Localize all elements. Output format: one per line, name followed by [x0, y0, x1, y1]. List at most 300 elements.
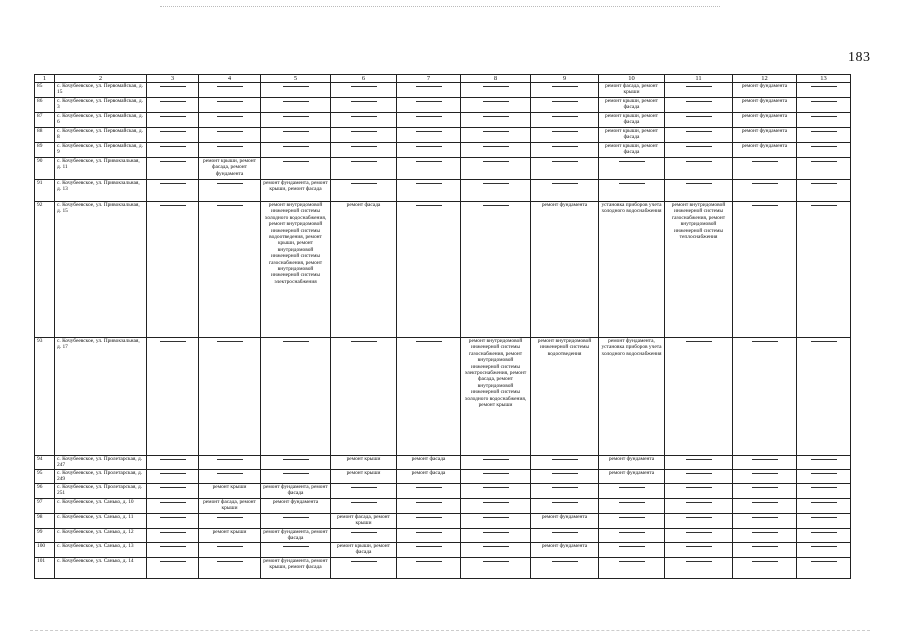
empty-cell	[397, 558, 461, 579]
work-cell: ремонт крыши	[331, 470, 397, 484]
empty-cell	[261, 514, 331, 529]
dash-mark	[351, 341, 377, 342]
row-address: с. Кочубеевское, ул. Первомайская, д. 9	[55, 143, 147, 158]
empty-cell	[147, 98, 199, 113]
empty-cell	[461, 128, 531, 143]
empty-cell	[531, 529, 599, 543]
empty-cell	[397, 113, 461, 128]
empty-cell	[665, 113, 733, 128]
column-header: 8	[461, 75, 531, 83]
dash-mark	[416, 101, 442, 102]
empty-cell	[147, 514, 199, 529]
work-cell: ремонт фундамента	[531, 543, 599, 558]
work-cell: установка приборов учета холодного водоснабжения	[599, 202, 665, 338]
row-address: с. Кочубеевское, ул. Пролетарская, д. 251	[55, 484, 147, 499]
dash-mark	[483, 86, 509, 87]
work-cell: ремонт крыши	[199, 484, 261, 499]
dash-mark	[483, 131, 509, 132]
dash-mark	[416, 146, 442, 147]
empty-cell	[397, 529, 461, 543]
dash-mark	[483, 546, 509, 547]
dash-mark	[483, 146, 509, 147]
dash-mark	[619, 561, 645, 562]
row-address: с. Кочубеевское, ул. Первомайская, д. 6	[55, 113, 147, 128]
work-cell: ремонт фундамента, ремонт крыши, ремонт фасада	[261, 180, 331, 202]
empty-cell	[797, 128, 851, 143]
dash-mark	[160, 183, 186, 184]
empty-cell	[331, 98, 397, 113]
dash-mark	[483, 561, 509, 562]
dash-mark	[811, 161, 837, 162]
empty-cell	[199, 470, 261, 484]
dash-mark	[811, 86, 837, 87]
dash-mark	[686, 341, 712, 342]
empty-cell	[733, 456, 797, 470]
empty-cell	[331, 158, 397, 180]
dash-mark	[483, 473, 509, 474]
empty-cell	[331, 484, 397, 499]
dash-mark	[552, 473, 578, 474]
dash-mark	[752, 183, 778, 184]
dash-mark	[686, 459, 712, 460]
row-number: 94	[35, 456, 55, 470]
empty-cell	[461, 143, 531, 158]
empty-cell	[599, 514, 665, 529]
empty-cell	[199, 558, 261, 579]
row-address: с. Кочубеевское, ул. Санько, д. 10	[55, 499, 147, 514]
dash-mark	[619, 502, 645, 503]
work-cell: ремонт внутридомовой инженерной системы газоснабжения, ремонт внутридомовой инженерной системы теплоснабжения	[665, 202, 733, 338]
empty-cell	[147, 83, 199, 98]
empty-cell	[199, 113, 261, 128]
dash-mark	[619, 546, 645, 547]
empty-cell	[797, 499, 851, 514]
dash-mark	[160, 341, 186, 342]
dash-mark	[416, 517, 442, 518]
empty-cell	[199, 83, 261, 98]
page-number: 183	[848, 50, 871, 65]
dash-mark	[351, 532, 377, 533]
dash-mark	[416, 116, 442, 117]
column-header: 2	[55, 75, 147, 83]
work-cell: ремонт фасада, ремонт крыши	[599, 83, 665, 98]
empty-cell	[599, 499, 665, 514]
empty-cell	[199, 98, 261, 113]
empty-cell	[397, 484, 461, 499]
empty-cell	[261, 98, 331, 113]
dash-mark	[686, 517, 712, 518]
dash-mark	[752, 473, 778, 474]
dash-mark	[351, 116, 377, 117]
empty-cell	[531, 470, 599, 484]
dash-mark	[619, 532, 645, 533]
row-address: с. Кочубеевское, ул. Первомайская, д. 3	[55, 98, 147, 113]
dash-mark	[752, 161, 778, 162]
column-header: 1	[35, 75, 55, 83]
dash-mark	[686, 183, 712, 184]
dash-mark	[283, 459, 309, 460]
dash-mark	[552, 561, 578, 562]
dash-mark	[752, 459, 778, 460]
empty-cell	[147, 338, 199, 456]
dash-mark	[416, 341, 442, 342]
dash-mark	[351, 131, 377, 132]
empty-cell	[461, 470, 531, 484]
table-row	[35, 338, 851, 456]
table-row	[35, 158, 851, 180]
dash-mark	[217, 131, 243, 132]
empty-cell	[531, 456, 599, 470]
dash-mark	[552, 161, 578, 162]
empty-cell	[261, 338, 331, 456]
empty-cell	[261, 128, 331, 143]
empty-cell	[331, 143, 397, 158]
dash-mark	[160, 502, 186, 503]
empty-cell	[797, 470, 851, 484]
row-address: с. Кочубеевское, ул. Привокзальная, д. 11	[55, 158, 147, 180]
empty-cell	[397, 83, 461, 98]
empty-cell	[797, 558, 851, 579]
dash-mark	[351, 86, 377, 87]
dash-mark	[351, 101, 377, 102]
empty-cell	[461, 202, 531, 338]
column-header: 11	[665, 75, 733, 83]
empty-cell	[797, 158, 851, 180]
row-address: с. Кочубеевское, ул. Первомайская, д. 8	[55, 128, 147, 143]
empty-cell	[397, 202, 461, 338]
empty-cell	[261, 543, 331, 558]
dash-mark	[160, 146, 186, 147]
empty-cell	[665, 158, 733, 180]
empty-cell	[531, 98, 599, 113]
dash-mark	[483, 101, 509, 102]
empty-cell	[797, 543, 851, 558]
empty-cell	[331, 499, 397, 514]
dash-mark	[283, 86, 309, 87]
row-number: 101	[35, 558, 55, 579]
empty-cell	[461, 113, 531, 128]
dash-mark	[619, 517, 645, 518]
dash-mark	[416, 131, 442, 132]
work-cell: ремонт фасада, ремонт крыши	[199, 499, 261, 514]
dash-mark	[811, 502, 837, 503]
column-header: 9	[531, 75, 599, 83]
table-row	[35, 180, 851, 202]
dash-mark	[283, 473, 309, 474]
empty-cell	[733, 202, 797, 338]
work-cell: ремонт фундамента, ремонт фасада	[261, 529, 331, 543]
dash-mark	[416, 561, 442, 562]
work-cell: ремонт крыши, ремонт фасада	[599, 98, 665, 113]
dash-mark	[552, 183, 578, 184]
column-number-row	[35, 75, 851, 83]
row-number: 93	[35, 338, 55, 456]
empty-cell	[147, 202, 199, 338]
empty-cell	[531, 484, 599, 499]
work-cell: ремонт внутридомовой инженерной системы водоотведения	[531, 338, 599, 456]
dash-mark	[283, 517, 309, 518]
empty-cell	[665, 529, 733, 543]
dash-mark	[160, 205, 186, 206]
table-row	[35, 529, 851, 543]
dash-mark	[552, 487, 578, 488]
empty-cell	[797, 514, 851, 529]
work-cell: ремонт фундамента	[733, 113, 797, 128]
dash-mark	[160, 487, 186, 488]
empty-cell	[599, 158, 665, 180]
row-address: с. Кочубеевское, ул. Пролетарская, д. 249	[55, 470, 147, 484]
dash-mark	[811, 561, 837, 562]
dash-mark	[686, 487, 712, 488]
dash-mark	[483, 183, 509, 184]
dash-mark	[217, 116, 243, 117]
empty-cell	[599, 543, 665, 558]
work-cell: ремонт фундамента	[733, 128, 797, 143]
dash-mark	[283, 116, 309, 117]
work-cell: ремонт фундамента	[531, 202, 599, 338]
column-header: 10	[599, 75, 665, 83]
work-cell: ремонт фундамента	[599, 470, 665, 484]
dash-mark	[552, 502, 578, 503]
row-address: с. Кочубеевское, ул. Пролетарская, д. 247	[55, 456, 147, 470]
dash-mark	[283, 101, 309, 102]
row-number: 88	[35, 128, 55, 143]
dash-mark	[217, 459, 243, 460]
empty-cell	[147, 529, 199, 543]
dash-mark	[416, 487, 442, 488]
dash-mark	[811, 146, 837, 147]
work-cell: ремонт крыши, ремонт фасада	[599, 128, 665, 143]
work-cell: ремонт фундамента	[531, 514, 599, 529]
dash-mark	[811, 546, 837, 547]
dash-mark	[686, 161, 712, 162]
column-header: 4	[199, 75, 261, 83]
row-address: с. Кочубеевское, ул. Санько, д. 14	[55, 558, 147, 579]
dash-mark	[686, 473, 712, 474]
empty-cell	[397, 158, 461, 180]
dash-mark	[752, 487, 778, 488]
scan-artifact-bottom	[30, 630, 870, 632]
table-row	[35, 543, 851, 558]
dash-mark	[483, 532, 509, 533]
dash-mark	[217, 205, 243, 206]
dash-mark	[217, 546, 243, 547]
table-row	[35, 484, 851, 499]
empty-cell	[261, 158, 331, 180]
empty-cell	[733, 158, 797, 180]
empty-cell	[797, 98, 851, 113]
dash-mark	[811, 487, 837, 488]
work-cell: ремонт внутридомовой инженерной системы холодного водоснабжения, ремонт внутридомовой инженерной системы водоотведения, ремонт крыши, ремонт внутридомовой инженерной системы газоснабжения, ремонт внутридомовой инженерной системы электроснабжения	[261, 202, 331, 338]
dash-mark	[483, 517, 509, 518]
empty-cell	[733, 499, 797, 514]
dash-mark	[752, 517, 778, 518]
scan-artifact-top	[160, 6, 720, 8]
column-header: 3	[147, 75, 199, 83]
dash-mark	[160, 131, 186, 132]
work-cell: ремонт фасада	[331, 202, 397, 338]
dash-mark	[283, 546, 309, 547]
empty-cell	[797, 484, 851, 499]
row-number: 89	[35, 143, 55, 158]
table-row	[35, 456, 851, 470]
dash-mark	[160, 473, 186, 474]
column-header: 6	[331, 75, 397, 83]
empty-cell	[147, 470, 199, 484]
empty-cell	[199, 338, 261, 456]
row-number: 86	[35, 98, 55, 113]
dash-mark	[686, 101, 712, 102]
work-cell: ремонт крыши	[199, 529, 261, 543]
column-header: 7	[397, 75, 461, 83]
empty-cell	[665, 180, 733, 202]
empty-cell	[797, 202, 851, 338]
work-cell: ремонт крыши	[331, 456, 397, 470]
dash-mark	[483, 161, 509, 162]
dash-mark	[686, 561, 712, 562]
empty-cell	[147, 558, 199, 579]
row-address: с. Кочубеевское, ул. Привокзальная, д. 15	[55, 202, 147, 338]
work-cell: ремонт фундамента	[733, 143, 797, 158]
dash-mark	[619, 487, 645, 488]
dash-mark	[552, 532, 578, 533]
dash-mark	[811, 116, 837, 117]
dash-mark	[811, 459, 837, 460]
dash-mark	[283, 341, 309, 342]
row-number: 85	[35, 83, 55, 98]
empty-cell	[199, 514, 261, 529]
dash-mark	[552, 131, 578, 132]
empty-cell	[599, 558, 665, 579]
empty-cell	[733, 484, 797, 499]
empty-cell	[599, 180, 665, 202]
work-cell: ремонт крыши, ремонт фасада	[599, 143, 665, 158]
empty-cell	[331, 529, 397, 543]
empty-cell	[147, 499, 199, 514]
row-number: 91	[35, 180, 55, 202]
empty-cell	[797, 180, 851, 202]
dash-mark	[483, 502, 509, 503]
dash-mark	[686, 146, 712, 147]
empty-cell	[665, 143, 733, 158]
empty-cell	[147, 113, 199, 128]
empty-cell	[461, 83, 531, 98]
dash-mark	[752, 546, 778, 547]
empty-cell	[261, 143, 331, 158]
row-number: 87	[35, 113, 55, 128]
dash-mark	[160, 86, 186, 87]
empty-cell	[461, 98, 531, 113]
work-cell: ремонт фундамента, установка приборов учета холодного водоснабжения	[599, 338, 665, 456]
column-header: 5	[261, 75, 331, 83]
empty-cell	[531, 128, 599, 143]
dash-mark	[160, 101, 186, 102]
dash-mark	[619, 183, 645, 184]
empty-cell	[261, 113, 331, 128]
empty-cell	[397, 143, 461, 158]
empty-cell	[397, 338, 461, 456]
dash-mark	[160, 517, 186, 518]
empty-cell	[331, 338, 397, 456]
row-address: с. Кочубеевское, ул. Первомайская, д. 15	[55, 83, 147, 98]
empty-cell	[199, 202, 261, 338]
dash-mark	[811, 131, 837, 132]
table-row	[35, 98, 851, 113]
empty-cell	[599, 484, 665, 499]
table-row	[35, 113, 851, 128]
empty-cell	[199, 543, 261, 558]
empty-cell	[665, 558, 733, 579]
dash-mark	[283, 131, 309, 132]
column-header: 12	[733, 75, 797, 83]
row-number: 100	[35, 543, 55, 558]
dash-mark	[483, 487, 509, 488]
empty-cell	[531, 558, 599, 579]
empty-cell	[397, 514, 461, 529]
dash-mark	[686, 131, 712, 132]
table-row	[35, 128, 851, 143]
empty-cell	[665, 456, 733, 470]
empty-cell	[199, 180, 261, 202]
empty-cell	[665, 128, 733, 143]
empty-cell	[261, 456, 331, 470]
empty-cell	[665, 484, 733, 499]
empty-cell	[461, 543, 531, 558]
row-number: 97	[35, 499, 55, 514]
empty-cell	[531, 158, 599, 180]
row-address: с. Кочубеевское, ул. Санько, д. 13	[55, 543, 147, 558]
dash-mark	[160, 161, 186, 162]
dash-mark	[483, 116, 509, 117]
dash-mark	[160, 459, 186, 460]
dash-mark	[160, 546, 186, 547]
dash-mark	[619, 161, 645, 162]
work-cell: ремонт крыши, ремонт фасада	[599, 113, 665, 128]
empty-cell	[733, 529, 797, 543]
empty-cell	[733, 470, 797, 484]
empty-cell	[599, 529, 665, 543]
dash-mark	[351, 146, 377, 147]
empty-cell	[261, 83, 331, 98]
dash-mark	[416, 532, 442, 533]
dash-mark	[416, 161, 442, 162]
empty-cell	[665, 470, 733, 484]
table-row	[35, 514, 851, 529]
dash-mark	[552, 146, 578, 147]
empty-cell	[147, 543, 199, 558]
dash-mark	[351, 502, 377, 503]
empty-cell	[397, 499, 461, 514]
empty-cell	[797, 143, 851, 158]
dash-mark	[686, 116, 712, 117]
work-cell: ремонт фасада	[397, 456, 461, 470]
dash-mark	[416, 502, 442, 503]
dash-mark	[752, 341, 778, 342]
row-address: с. Кочубеевское, ул. Санько, д. 11	[55, 514, 147, 529]
empty-cell	[147, 456, 199, 470]
row-address: с. Кочубеевское, ул. Привокзальная, д. 13	[55, 180, 147, 202]
empty-cell	[531, 143, 599, 158]
table-row	[35, 202, 851, 338]
work-cell: ремонт крыши, ремонт фасада	[331, 543, 397, 558]
row-number: 98	[35, 514, 55, 529]
empty-cell	[397, 543, 461, 558]
empty-cell	[331, 558, 397, 579]
empty-cell	[797, 83, 851, 98]
dash-mark	[283, 146, 309, 147]
empty-cell	[797, 113, 851, 128]
dash-mark	[351, 183, 377, 184]
